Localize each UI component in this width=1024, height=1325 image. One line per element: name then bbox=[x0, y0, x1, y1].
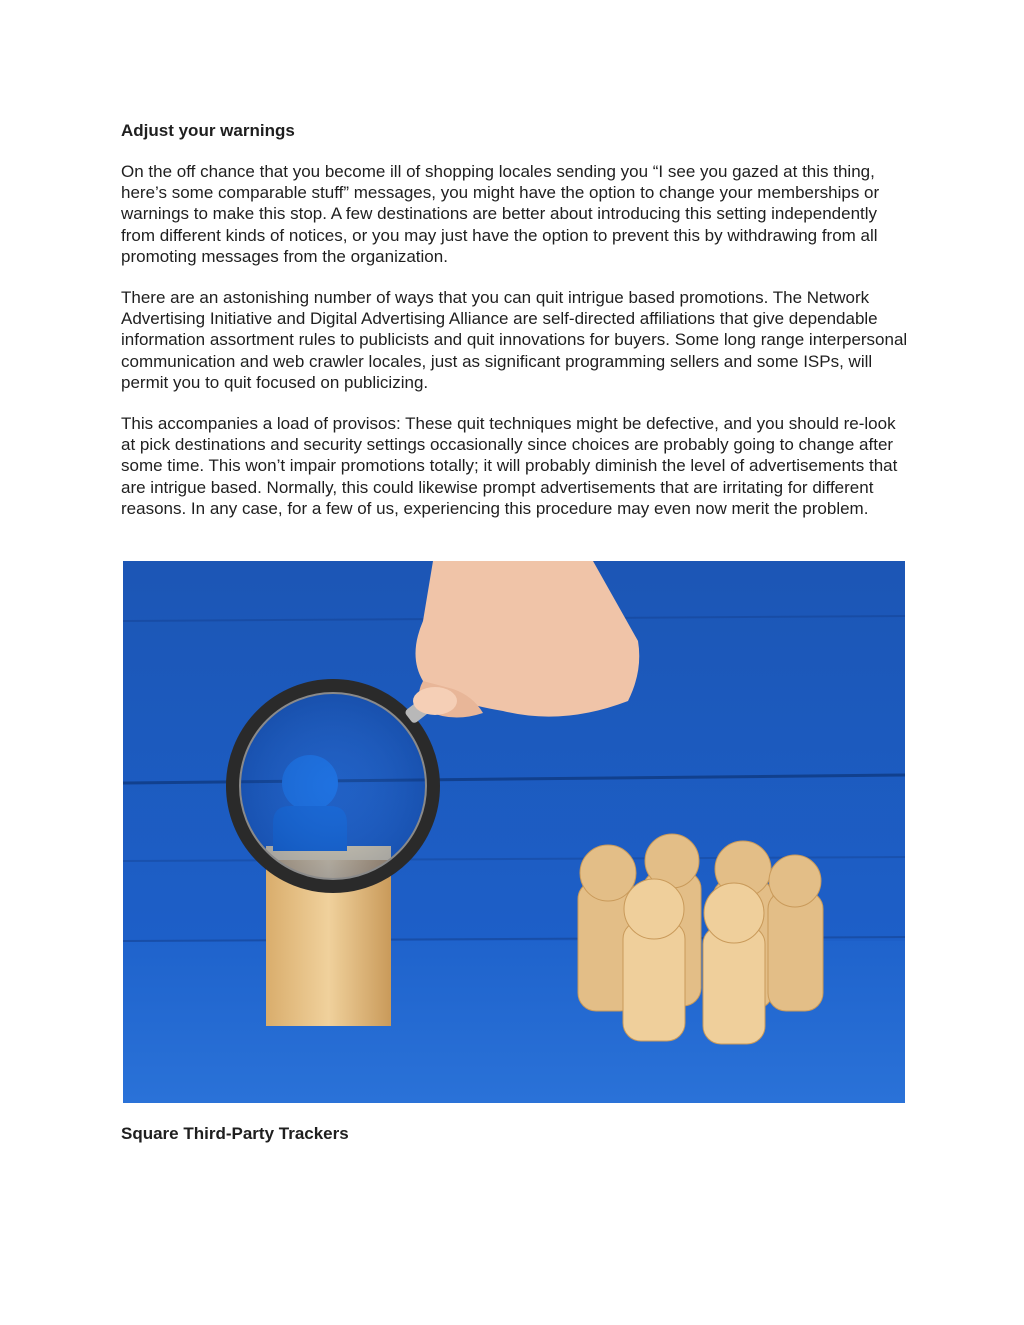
paragraph-3: This accompanies a load of provisos: These quit techniques might be defective, and you should re-look at pick destinations and security settings occasionally since choices are probably going to change after some time. This won’t impair promotions totally; it will probably diminish the level of advertisements that are intrigue based. Normally, this could likewise prompt advertisements that are irritating for different reasons. In any case, for a few of us, experiencing this procedure may even now merit the problem. bbox=[121, 414, 898, 518]
article-body bbox=[121, 120, 911, 539]
hand bbox=[413, 561, 639, 718]
section-heading-adjust-warnings: Adjust your warnings bbox=[121, 121, 295, 140]
magnifier-photo bbox=[123, 561, 905, 1103]
paragraph-1: On the off chance that you become ill of shopping locales sending you “I see you gazed at this thing, here’s some comparable stuff” messages, you might have the option to change your memberships or warnings to make this stop. A few destinations are better about introducing this setting independently from different kinds of notices, or you may just have the option to prevent this by withdrawing from all promoting messages from the organization. bbox=[121, 162, 880, 266]
paragraph-2: There are an astonishing number of ways that you can quit intrigue based promotions. The Network Advertising Initiative and Digital Advertising Alliance are self-directed affiliations that give dependable information assortment rules to publicists and quit innovations for buyers. Some long range interpersonal communication and web crawler locales, just as significant programming sellers and some ISPs, will permit you to quit focused on publicizing. bbox=[121, 288, 908, 392]
section-heading-third-party-trackers: Square Third-Party Trackers bbox=[121, 1124, 349, 1143]
magnifying-glass bbox=[233, 686, 442, 886]
